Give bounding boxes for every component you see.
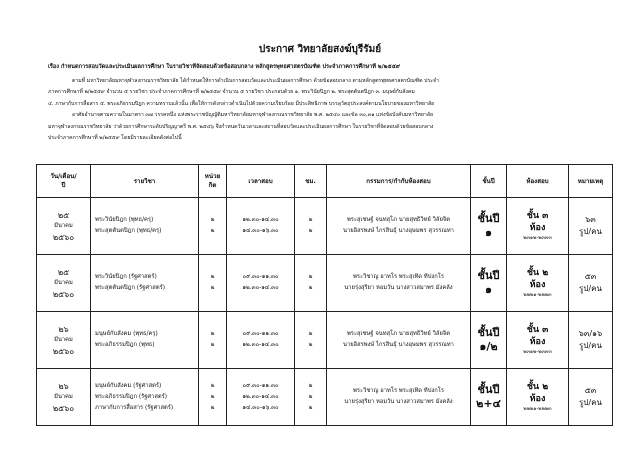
cell-year [471,369,507,426]
exam-time: ๐๙.๓๐-๑๑.๓๐ [242,331,279,337]
body-line: อาศัยอำนาจตามความในมาตรา ๓๗ วรรคหนึ่ง แห่งพระราชบัญญัติมหาวิทยาลัยมหาจุฬาลงกรณราชวิทยาลัย พ.ศ. ๒๕๔๐ และข้อ ๓๐,๓๑ แห่งข้อบังคับมหาวิทยาลัย [72,112,433,119]
credit-value: ๒ [210,228,215,234]
date-month: มีนาคม [54,336,73,343]
room-word: ห้อง [529,336,546,347]
date-year: ๒๕๖๐ [52,346,75,356]
note-count: ๖๓ [585,215,596,224]
cell-hours [295,198,327,255]
credit-value: ๒ [210,342,215,348]
exam-time: ๑๒.๓๐-๑๔.๓๐ [242,217,279,223]
cell-times [227,369,295,426]
cell-proctors [327,198,471,255]
cell-credits [199,198,227,255]
note-unit: รูป/คน [579,227,602,236]
cell-note [569,312,613,369]
body-line: ภาคการศึกษาที่ ๒/๒๕๕๙ จำนวน ๕ รายวิชา ประจำภาคการศึกษาที่ ๒/๒๕๕๙ จำนวน ๕ รายวิชา ประกอบด้วย ๑. พระวินัยปิฎก ๒. พระสุตตันตปิฎก ๓. มนุษย์กับสังคม [48,89,415,96]
room-word: ห้อง [529,279,546,290]
header-subject: รายวิชา [91,165,199,198]
cell-hours [295,255,327,312]
credit-value: ๒ [210,382,215,389]
header-note: หมายเหตุ [569,165,613,198]
hour-value: ๒ [308,404,313,411]
hour-value: ๒ [308,331,313,337]
cell-proctors [327,312,471,369]
header-date-line: วัน/เดือน/ [50,173,77,180]
room-number: ๒๒๒๑-๒๒๒๓ [523,291,552,298]
cell-year [471,255,507,312]
date-month: มีนาคม [54,393,73,400]
cell-date [37,369,91,426]
cell-subjects [91,369,199,426]
table-body [37,198,613,426]
cell-date [37,198,91,255]
proctor-names: นายอิสรพงษ์ ไกรสินธุ์ นางอุษมพร สุวรรณทา [343,342,454,348]
exam-time: ๑๒.๓๐-๑๔.๓๐ [242,393,279,400]
credit-value: ๒ [210,331,215,337]
room-floor: ชั้น ๓ [526,324,549,335]
header-date [37,165,91,198]
hour-value: ๒ [308,342,313,348]
room-word: ห้อง [529,222,546,233]
proctor-names: นายรุ่งสุริยา หอมวัน นางสาวสมาพร มังคลัง [344,285,453,291]
exam-time: ๑๔.๓๐-๑๖.๓๐ [242,404,279,411]
body-line: มหาจุฬาลงกรณราชวิทยาลัย ว่าด้วยการศึกษาระดับปริญญาตรี พ.ศ. ๒๕๔๖ จึงกำหนดวันเวลาและสถานที่สอบวัดและประเมินผลการศึกษา ในรายวิชาที่จัดสอบด้วยข้อสอบกลาง [48,123,434,130]
cell-note [569,255,613,312]
date-month: มีนาคม [54,222,73,229]
room-number: ๒๓๑๒-๒๓๓๓ [523,234,552,241]
cell-date [37,312,91,369]
exam-time: ๑๔.๓๐-๑๖.๓๐ [242,228,279,234]
exam-time: ๑๒.๓๐-๑๔.๓๐ [242,342,279,348]
body-line: ตามที่ มหาวิทยาลัยมหาจุฬาลงกรณราชวิทยาลัย ได้กำหนดให้การดำเนินการสอบวัดและประเมินผลการศึกษา ด้วยข้อสอบกลาง ตามหลักสูตรพุทธศาสตรบัณฑิต ประจำ [72,78,440,84]
cell-times [227,255,295,312]
header-credits [199,165,227,198]
hour-value: ๒ [308,228,313,234]
date-year: ๒๕๖๐ [52,289,75,299]
proctor-names: พระวิชาญ อาทโร พระสุเทิด ทีปงกโร [353,274,444,280]
cell-subjects [91,198,199,255]
cell-times [227,312,295,369]
room-floor: ชั้น ๓ [526,210,549,221]
cell-subjects [91,312,199,369]
exam-time: ๐๙.๓๐-๑๑.๓๐ [242,382,279,389]
proctor-names: พระสุเชษฐ์ จนทสุโภ นายสุทธิวิทย์ วิลัยจิต [346,217,451,223]
announcement-body [48,76,608,144]
cell-note [569,198,613,255]
exam-time: ๑๒.๓๐-๑๔.๓๐ [242,285,279,291]
cell-proctors [327,255,471,312]
table-row [37,369,613,426]
header-year: ชั้นปี [471,165,507,198]
cell-hours [295,369,327,426]
date-day: ๒๖ [58,381,69,391]
cell-room [507,312,569,369]
subject-name: พระอภิธรรมปิฎก (รัฐศาสตร์) [95,393,168,400]
table-row [37,312,613,369]
date-month: มีนาคม [54,279,73,286]
date-year: ๒๕๖๐ [52,403,75,413]
header-room: ห้องสอบ [507,165,569,198]
cell-credits [199,312,227,369]
announcement-title: ประกาศ วิทยาลัยสงฆ์บุรีรัมย์ [258,44,382,55]
subject-name: พระอภิธรรมปิฎก (พุทธ) [95,342,155,348]
date-day: ๒๕ [57,210,70,220]
year-label: ชั้นปี [477,326,500,339]
header-credits-line: หน่วย [204,173,221,180]
cell-subjects [91,255,199,312]
subject-name: พระวินัยปิฎก (รัฐศาสตร์) [95,274,157,280]
cell-times [227,198,295,255]
cell-room [507,369,569,426]
header-time: เวลาสอบ [227,165,295,198]
proctor-names: พระวิชาญ อาทโร พระสุเทิด ทีปงกโร [353,388,444,394]
announcement-subject: เรื่อง กำหนดการสอบวัดและประเมินผลการศึกษา ในรายวิชาที่จัดสอบด้วยข้อสอบกลาง หลักสูตรพุทธศาสตรบัณฑิต ประจำภาคการศึกษาที่ ๒/๒๕๕๙ [48,64,400,70]
proctor-names: พระสุเชษฐ์ จนทสุโภ นายสุทธิวิทย์ วิลัยจิต [346,331,451,337]
year-value: ๑/๒ [479,340,498,353]
hour-value: ๒ [308,285,313,291]
proctor-names: นายรุ่งสุริยา หอมวัน นางสาวสมาพร มังคลัง [344,399,453,405]
cell-credits [199,255,227,312]
cell-room [507,255,569,312]
year-value: ๒+๔ [476,397,501,410]
exam-schedule-table [36,164,613,426]
hour-value: ๒ [308,274,313,280]
cell-credits [199,369,227,426]
header-proctors: กรรมการ/กำกับห้องสอบ [327,165,471,198]
cell-hours [295,312,327,369]
exam-time: ๐๙.๓๐-๑๑.๓๐ [242,274,279,280]
header-date-line: ปี [61,182,66,189]
room-floor: ชั้น ๒ [526,381,549,392]
subject-name: พระวินัยปิฎก (พุทธ/ครุ) [95,217,154,223]
date-day: ๒๕ [57,267,70,277]
year-value: ๑ [485,226,492,239]
year-value: ๑ [485,283,492,296]
room-word: ห้อง [529,393,546,404]
header-credits-line: กิต [208,182,217,189]
body-line: ๔. ภาษากับการสื่อสาร ๕. พระอภิธรรมปิฎก ความทราบแล้วนั้น เพื่อให้การดังกล่าวดำเนินไปด้วยความเรียบร้อย มีประสิทธิภาพ บรรลุวัตถุประสงค์ตามนโยบายของมหาวิทยาลัย [48,100,435,107]
credit-value: ๒ [210,274,215,280]
note-unit: รูป/คน [579,398,602,407]
hour-value: ๒ [308,382,313,389]
year-label: ชั้นปี [477,212,500,225]
cell-proctors [327,369,471,426]
note-count: ๕๓ [584,386,597,395]
cell-year [471,198,507,255]
room-number: ๒๒๒๑-๒๒๒๓ [523,405,552,412]
note-unit: รูป/คน [579,341,602,350]
credit-value: ๒ [210,285,215,291]
room-floor: ชั้น ๒ [526,267,549,278]
cell-date [37,255,91,312]
cell-room [507,198,569,255]
hour-value: ๒ [308,217,313,223]
subject-name: มนุษย์กับสังคม (รัฐศาสตร์) [95,382,162,389]
table-row [37,198,613,255]
cell-note [569,369,613,426]
body-line: ประจำภาคการศึกษาที่ ๒/๒๕๕๙ โดยมีรายละเอียดดังต่อไปนี้ [48,135,182,142]
table-header-row [37,165,613,198]
date-day: ๒๖ [58,324,69,334]
year-label: ชั้นปี [477,269,500,282]
credit-value: ๒ [210,217,215,223]
date-year: ๒๕๖๐ [52,232,75,242]
subject-name: ภาษากับการสื่อสาร (รัฐศาสตร์) [95,404,174,411]
note-count: ๖๓/๑๖ [578,329,603,338]
note-unit: รูป/คน [579,284,602,293]
table-row [37,255,613,312]
year-label: ชั้นปี [477,383,500,396]
subject-name: พระสุตตันตปิฎก (รัฐศาสตร์) [95,285,165,291]
note-count: ๕๓ [584,272,597,281]
subject-name: มนุษย์กับสังคม (พุทธ/ครุ) [95,331,158,337]
credit-value: ๒ [210,393,215,400]
subject-name: พระสุตตันตปิฎก (พุทธ/ครุ) [95,228,162,234]
header-hours: ชม. [295,165,327,198]
cell-year [471,312,507,369]
proctor-names: นายอิสรพงษ์ ไกรสินธุ์ นางอุษมพร สุวรรณทา [343,228,454,234]
hour-value: ๒ [308,393,313,400]
room-number: ๒๓๑๒-๒๓๓๓ [523,348,552,355]
credit-value: ๒ [210,404,215,411]
